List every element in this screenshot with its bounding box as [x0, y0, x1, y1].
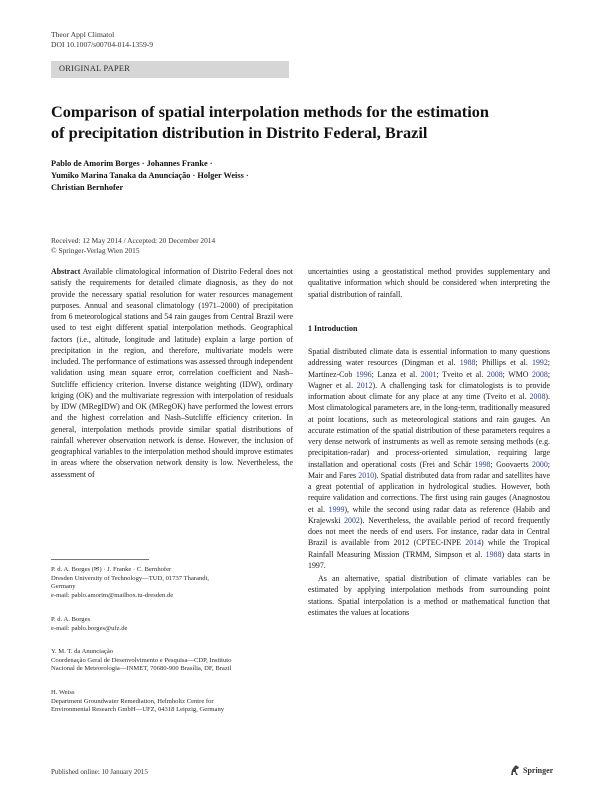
- article-type-banner: [51, 61, 289, 78]
- journal-name: Theor Appl Climatol: [51, 30, 115, 39]
- affiliation-line: Y. M. T. da Anunciação: [51, 648, 114, 655]
- received-dates: [51, 236, 215, 256]
- journal-header: [51, 30, 153, 50]
- citation-year[interactable]: 2008: [486, 369, 503, 379]
- article-type-label: ORIGINAL PAPER: [59, 64, 131, 73]
- abstract-label: Abstract: [51, 267, 81, 276]
- citation-year[interactable]: 1988: [459, 358, 476, 368]
- affiliation-block: [51, 616, 293, 633]
- abstract-text: Available climatological information of Distrito Federal does not satisfy the requirements for detailed climate diagnosis, as they do not provide the necessary spatial resolution for water resources management purposes. Annual and seasonal climatology (1971–2000) of precipitation from 6 meteorological stations and 54 rain gauges from Central Brazil were used to test eight different spatial interpolation methods. Geographical factors (i.e., altitude, longitude and latitude) explain a large portion of precipitation in the region, and therefore, multivariate models were included. The performance of estimations was assessed through independent validation using mean square error, correlation coefficient and Nash–Sutcliffe efficiency criterion. Inverse distance weighting (IDW), ordinary kriging (OK) and the multivariate regression with interpolation of residuals by IDW (MRegIDW) and OK (MRegOK) have performed the lowest errors and the highest correlation and Nash–Sutcliffe efficiency criterion. In general, interpolation methods provide similar spatial distributions of rainfall wherever observation network is dense. However, the inclusion of geographical variables to the interpolation method should improve estimates in areas where the observation network density is low. Nevertheless, the assessment of: [51, 267, 293, 479]
- affiliation-line: P. d. A. Borges: [51, 616, 91, 623]
- affiliation-line: Environmental Research GmbH—UFZ, 04318 Leipzig, Germany: [51, 706, 225, 714]
- copyright-line: © Springer-Verlag Wien 2015: [51, 246, 140, 255]
- affiliation-block: [51, 566, 293, 600]
- intro-text: ; Wagner et al.: [308, 369, 551, 390]
- intro-text: Spatial distributed climate data is essential information to many questions addressing water resources (Dingman et al.: [308, 347, 550, 368]
- intro-text: ). Spatial distributed data from radar and satellites have a great potential of application in hydrological studies. However, both require validation and corrections. The first using rain gauges (Anagnostou et al.: [308, 470, 550, 514]
- citation-year[interactable]: 1996: [355, 369, 372, 379]
- affiliation-email[interactable]: e-mail: pablo.borges@ufz.de: [51, 624, 128, 632]
- affiliation-line: H. Weiss: [51, 689, 75, 696]
- citation-year[interactable]: 2000: [532, 459, 548, 469]
- author-list: [51, 158, 551, 195]
- citation-year[interactable]: 1992: [532, 358, 548, 368]
- affiliation-line: Department Groundwater Remediation, Helmholtz Centre for: [51, 697, 214, 705]
- intro-text: ) while the Tropical Rainfall Measuring Mission (TRMM, Simpson et al.: [308, 538, 550, 559]
- affiliation-block: [51, 648, 293, 674]
- abstract-continuation: uncertainties using a geostatistical method provides supplementary and qualitative information which should be considered when interpreting the spatial distribution of rainfall.: [308, 267, 550, 299]
- citation-year[interactable]: 2001: [420, 369, 437, 379]
- title-line: Comparison of spatial interpolation methods for the estimation: [51, 102, 489, 121]
- intro-text: ). Most climatological parameters are, in the long-term, traditionally measured at point locations, such as meteorological stations and rain gauges. An accurate estimation of the spatial distribution of these parameters requires a very dense network of instruments as well as remote sensing methods (e.g. precipitation-radar) and process-oriented simulation, requiring large installation and operational costs (Frei and Schär: [308, 392, 550, 469]
- journal-doi: DOI 10.1007/s00704-014-1359-9: [51, 40, 154, 49]
- citation-year[interactable]: 2012: [356, 380, 373, 390]
- abstract: [51, 266, 293, 480]
- intro-text: ). Nevertheless, the available period of record frequently does not meet the needs of end users. For instance, radar data in Central Brazil is available from 2012 (CPTEC-INPE: [308, 515, 550, 548]
- footnote-rule: [51, 559, 149, 560]
- citation-year[interactable]: 1999: [328, 504, 345, 514]
- affiliation-line: Coordenação Geral de Desenvolvimento e Pesquisa—CDP, Instituto: [51, 656, 232, 664]
- left-column: [51, 266, 293, 480]
- intro-paragraph: [308, 346, 550, 571]
- affiliation-email[interactable]: e-mail: pablo.amorim@mailbox.tu-dresden.de: [51, 591, 174, 599]
- citation-year[interactable]: 2002: [344, 515, 360, 525]
- intro-text: ). A challenging task for climatologists is to provide information about climate for any place at any time (Tveito et al.: [308, 380, 550, 401]
- publisher-logo: [509, 764, 553, 776]
- publisher-name: Springer: [523, 765, 554, 775]
- springer-horse-icon: [509, 764, 521, 776]
- published-online: Published online: 10 January 2015: [51, 768, 148, 776]
- intro-text: ; Tveito et al.: [436, 369, 487, 379]
- intro-text: ; Lanza et al.: [371, 369, 421, 379]
- author-line: Christian Bernhofer: [51, 183, 124, 193]
- section-heading: 1 Introduction: [308, 323, 358, 333]
- citation-year[interactable]: 2008: [532, 369, 548, 379]
- affiliation-line: Dresden University of Technology—TUD, 01737 Tharandt,: [51, 574, 210, 582]
- citation-year[interactable]: 2014: [465, 538, 482, 548]
- intro-text: ), while the second using radar data as reference (Habib and Krajewski: [308, 504, 551, 525]
- paper-title: [51, 101, 551, 143]
- intro-text: ; Mair and Fares: [308, 459, 550, 480]
- citation-year[interactable]: 2010: [358, 470, 375, 480]
- author-line: Yumiko Marina Tanaka da Anunciação · Holger Weiss ·: [51, 171, 249, 181]
- author-line: Pablo de Amorim Borges · Johannes Franke ·: [51, 159, 213, 168]
- intro-text: ; Martinez-Cob: [308, 358, 550, 379]
- citation-year[interactable]: 1998: [474, 459, 491, 469]
- intro-paragraph: As an alternative, spatial distribution of climate variables can be estimated by applying interpolation methods from surrounding point stations. Spatial interpolation is a method or mathematical function that estimates the values at locations: [308, 574, 550, 617]
- affiliation-line: Nacional de Meteorologia—INMET, 70680-900 Brasília, DF, Brazil: [51, 665, 232, 673]
- received-accepted-line: Received: 12 May 2014 / Accepted: 20 December 2014: [51, 236, 216, 245]
- intro-text: ; Phillips et al.: [475, 358, 533, 368]
- intro-text: ; WMO: [502, 369, 533, 379]
- intro-text: ; Goovaerts: [490, 459, 532, 469]
- right-column: [308, 266, 550, 618]
- citation-year[interactable]: 1988: [485, 549, 502, 559]
- affiliation-line: P. d. A. Borges (✉) · J. Franke · C. Bernhofer: [51, 566, 172, 573]
- affiliation-block: [51, 689, 293, 715]
- intro-text: ) data starts in 1997.: [308, 549, 551, 570]
- affiliation-line: Germany: [51, 583, 76, 591]
- citation-year[interactable]: 2008: [529, 392, 546, 401]
- title-line: of precipitation distribution in Distrito Federal, Brazil: [51, 123, 428, 142]
